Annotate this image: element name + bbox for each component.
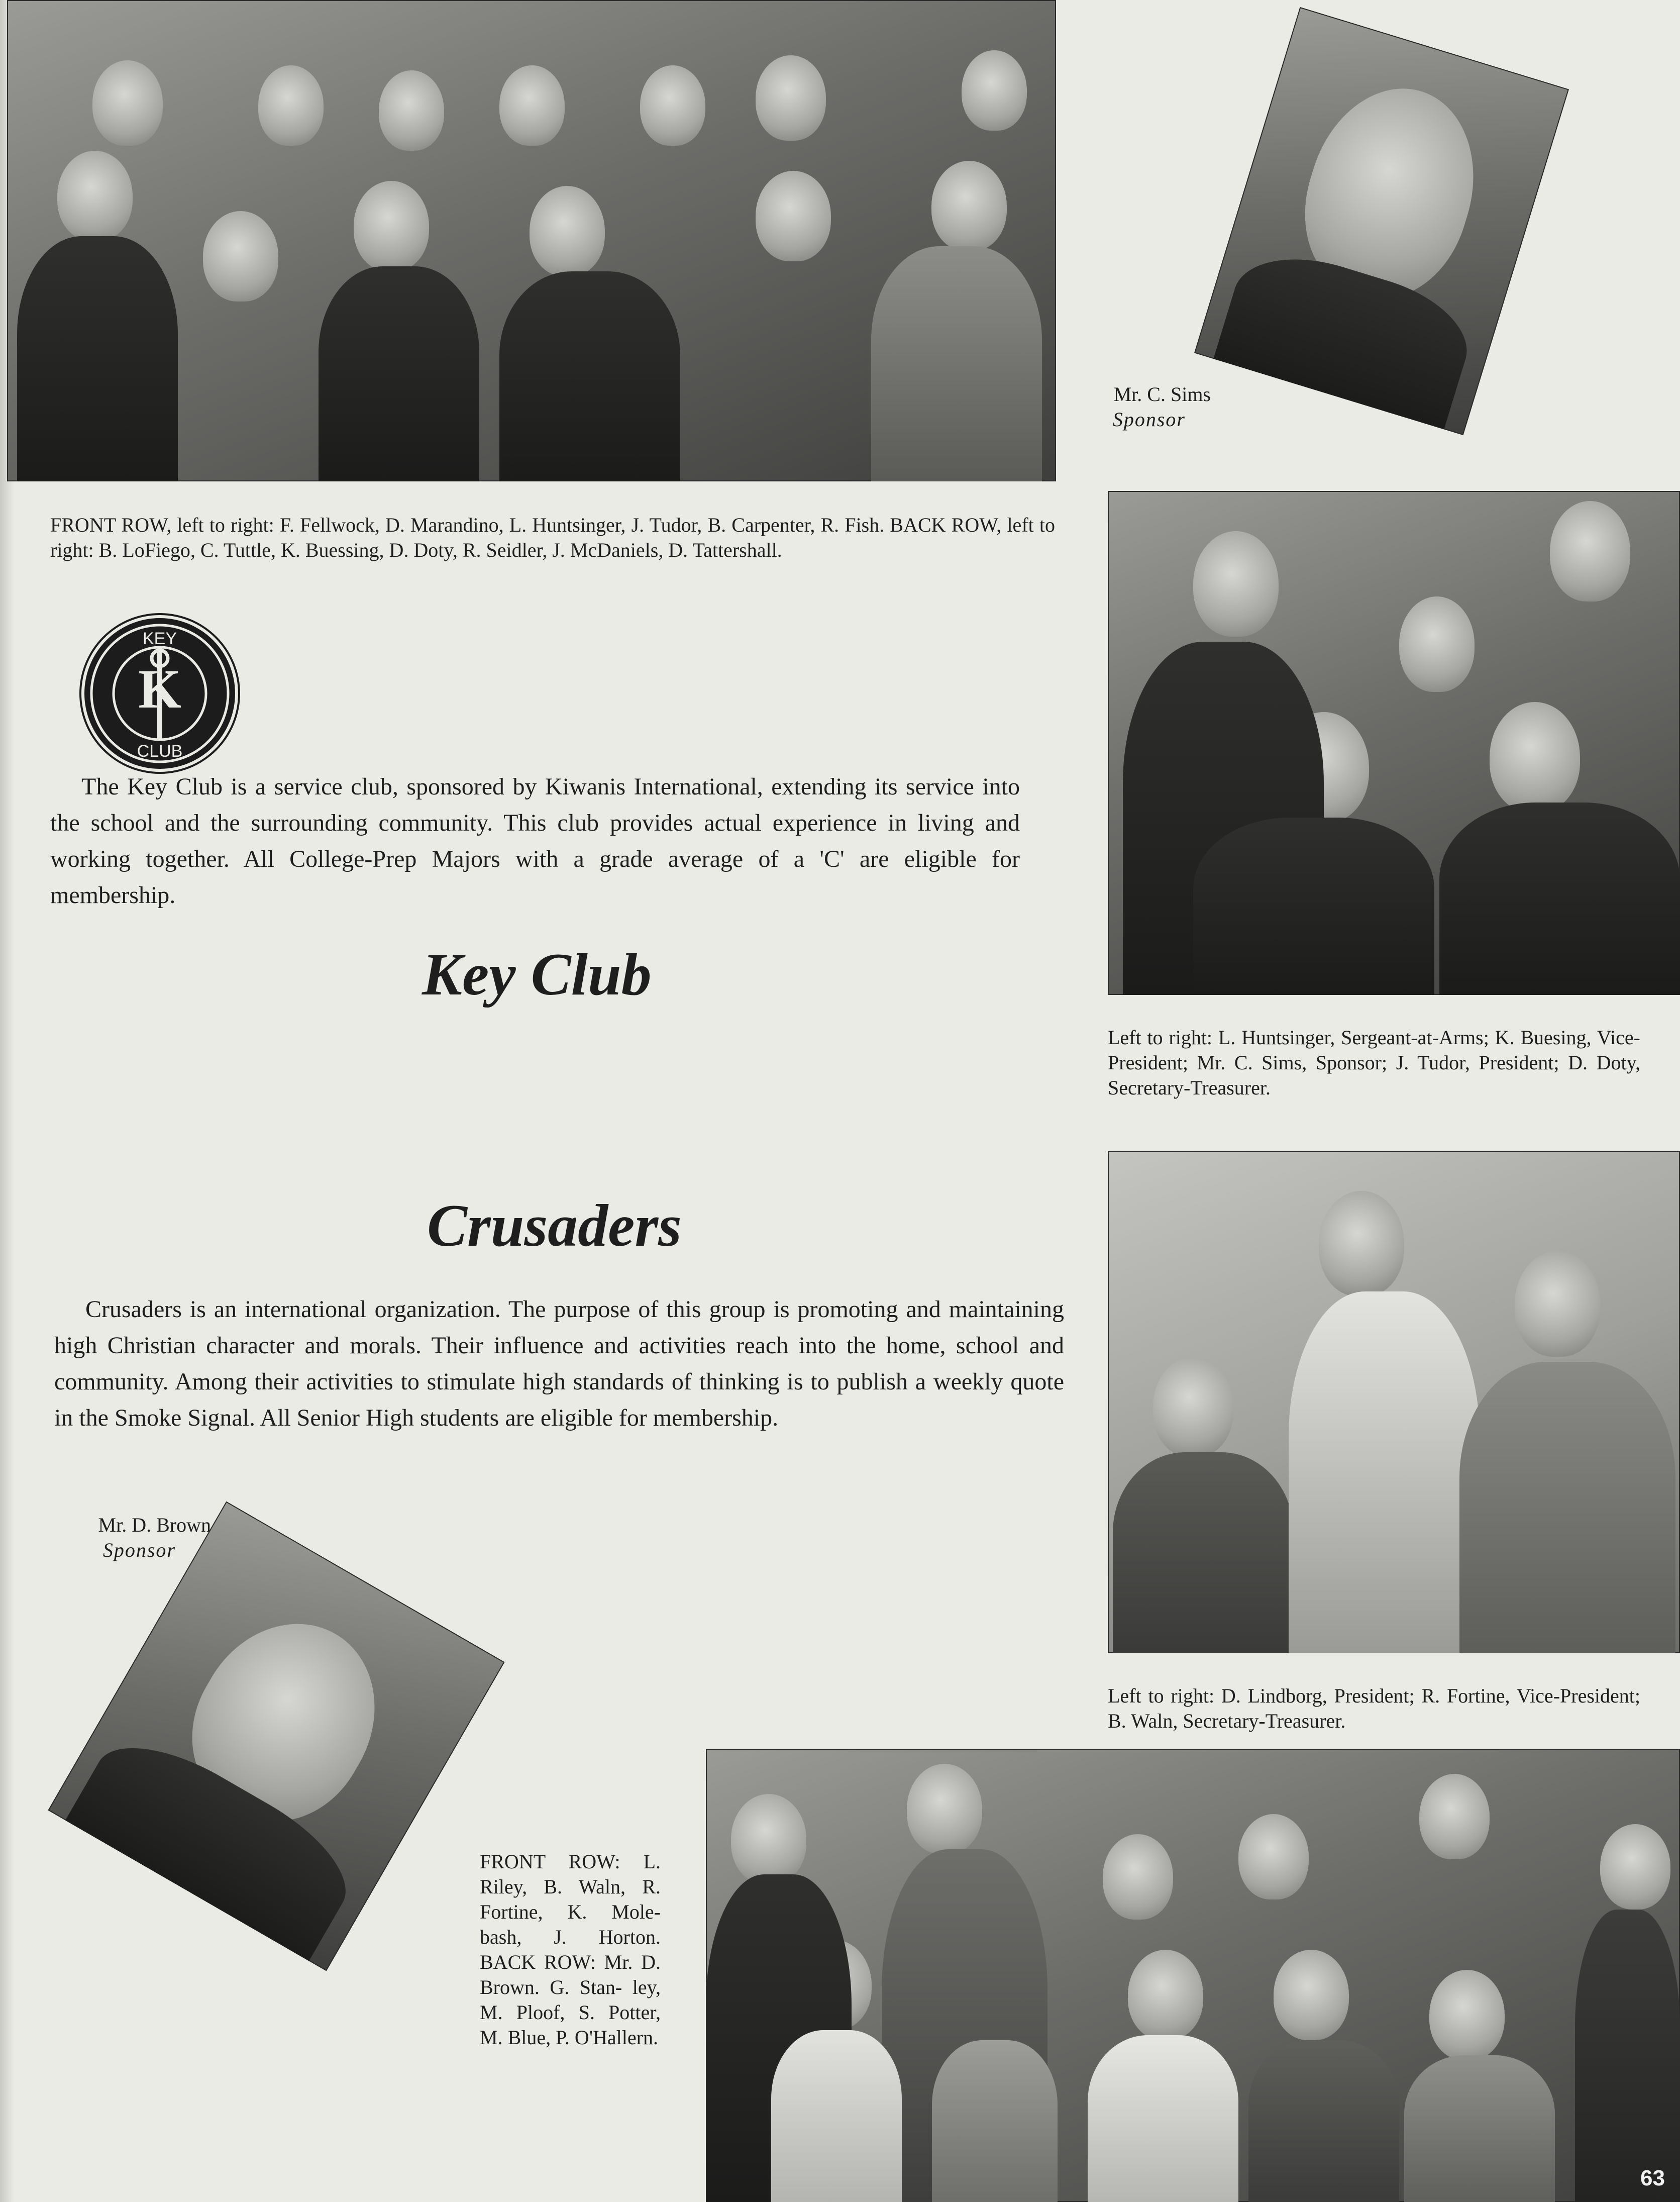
emblem-top-text: KEY xyxy=(142,629,177,648)
key-club-description: The Key Club is a service club, sponsored by Kiwanis International, extending its service into the school and the surrounding community. This club provides actual experience in living and working together. All College-Prep Majors with a grade average of a 'C' are eligible for membership. xyxy=(50,773,1020,909)
emblem-letter: K xyxy=(138,658,181,720)
brown-sponsor-name: Mr. D. Brown xyxy=(98,1514,211,1536)
key-club-group-photo xyxy=(7,0,1056,481)
sims-sponsor-name: Mr. C. Sims xyxy=(1113,383,1211,406)
crusaders-description: Crusaders is an international organization. The purpose of this group is promoting and maintaining high Christian character and morals. Their influence and activities reach into the home, school and community. Among their activities to stimulate high standards of thinking is to publish a weekly quote in the Smoke Signal. All Senior High students are eligible for membership. xyxy=(54,1296,1064,1431)
key-club-officers-photo xyxy=(1108,491,1680,995)
brown-sponsor-role: Sponsor xyxy=(102,1539,176,1561)
crusaders-officers-photo xyxy=(1108,1151,1680,1653)
crusaders-officers-caption: Left to right: D. Lindborg, President; R. Fortine, Vice-President; B. Waln, Secretary-Treasurer. xyxy=(1108,1684,1640,1732)
page-number: 63 xyxy=(1640,2166,1665,2190)
crusaders-group-caption: FRONT ROW: L. Riley, B. Waln, R. Fortine, K. Mole- bash, J. Horton. BACK ROW: Mr. D. Brown. G. Stan- ley, M. Ploof, S. Potter, M. Blue, P. O'Hallern. xyxy=(480,1850,661,2049)
key-club-emblem-icon xyxy=(84,618,235,769)
key-club-title: Key Club xyxy=(422,941,652,1008)
crusaders-group-photo xyxy=(706,1749,1680,2202)
key-club-group-caption: FRONT ROW, left to right: F. Fellwock, D. Marandino, L. Huntsinger, J. Tudor, B. Carpenter, R. Fish. BACK ROW, left to right: B. LoFiego, C. Tuttle, K. Buessing, D. Doty, R. Seidler, J. McDaniels, D. Tattershall. xyxy=(50,514,1055,561)
emblem-bottom-text: CLUB xyxy=(137,742,183,761)
crusaders-title: Crusaders xyxy=(427,1192,682,1259)
sims-sponsor-role: Sponsor xyxy=(1112,408,1186,431)
sims-portrait-photo xyxy=(1194,7,1569,435)
key-club-emblem xyxy=(84,618,235,769)
key-club-officers-caption: Left to right: L. Huntsinger, Sergeant-at-Arms; K. Buesing, Vice-President; Mr. C. Sims, Sponsor; J. Tudor, President; D. Doty, Secretary-Treasurer. xyxy=(1108,1026,1640,1099)
brown-portrait-photo xyxy=(48,1502,504,1971)
